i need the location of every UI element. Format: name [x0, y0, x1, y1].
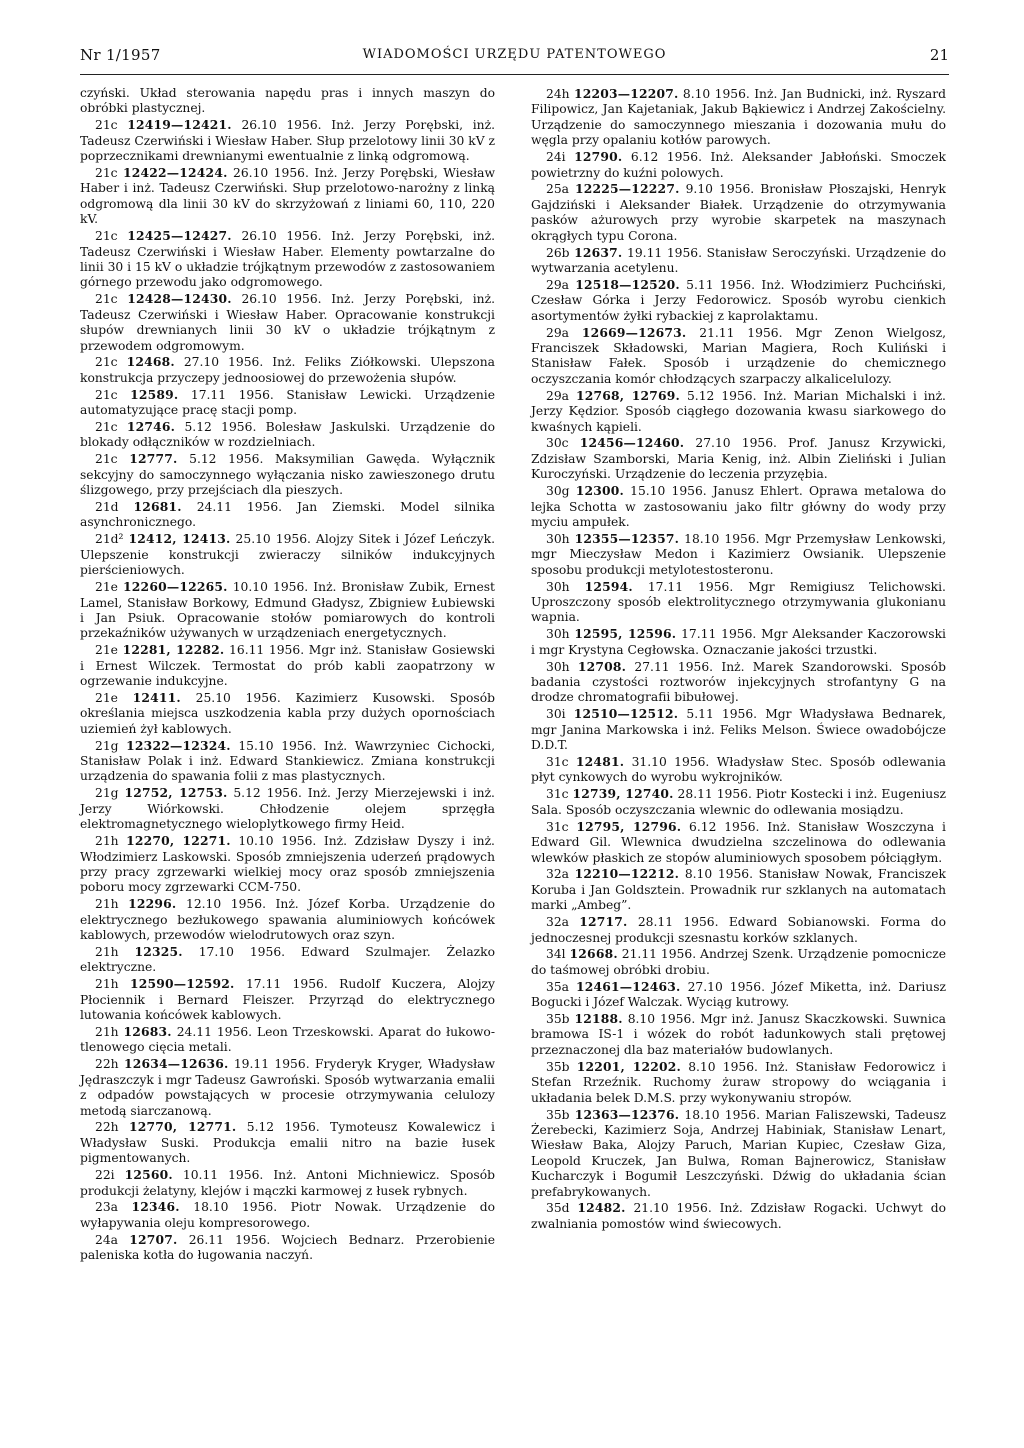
- patent-class: 30h: [546, 579, 570, 594]
- patent-entry: [531, 706, 946, 753]
- patent-description: 17.11 1956. Mgr Remigiusz Telichowski. Uproszczony sposób elektrolitycznego otrzymywania glukonianu wapnia.: [531, 579, 946, 625]
- patent-class: 24h: [546, 87, 570, 101]
- patent-number: 12468.: [126, 354, 175, 370]
- patent-number: 12210—12212.: [574, 866, 680, 882]
- patent-entry: [531, 181, 946, 244]
- patent-number: 12419—12421.: [127, 117, 232, 133]
- patent-entry: [531, 483, 946, 530]
- patent-number: 12717.: [579, 914, 628, 930]
- patent-number: 12752, 12753.: [124, 785, 228, 801]
- patent-description: 12.10 1956. Inż. Józef Korba. Urządzenie do elektrycznego bezłukowego spawania aluminiowych końcówek kablowych, przewodów wielodrutowych oraz szyn.: [80, 897, 495, 943]
- patent-class: 30h: [546, 659, 570, 674]
- patent-class: 21h: [95, 977, 119, 992]
- patent-number: 12322—12324.: [126, 737, 231, 753]
- patent-description: 25.10 1956. Kazimierz Kusowski. Sposób określania miejsca uszkodzenia kabla przy dużych opornościach uziemień żył kablowych.: [80, 690, 495, 736]
- patent-entry: [80, 785, 495, 832]
- patent-class: 21g: [95, 738, 119, 753]
- left-column: [80, 86, 495, 1264]
- patent-description: 26.10 1956. Inż. Jerzy Porębski, Wiesław Haber i inż. Tadeusz Czerwiński. Słup przelotowo-narożny z linką odgromową dla linii 30 kV do skrzyżowań z liniami 60, 110, 220 kV.: [80, 166, 495, 227]
- patent-description: 10.10 1956. Inż. Bronisław Zubik, Ernest Lamel, Stanisław Borkowy, Edmund Gładysz, Zbigniew Łubiewski i Jan Psiuk. Opracowanie stołów pomiarowych do kontroli przekaźników używanych w urządzeniach energetycznych.: [80, 580, 496, 641]
- patent-number: 12518—12520.: [575, 276, 680, 292]
- patent-entry: [80, 1167, 495, 1199]
- patent-description: 5.12 1956. Tymoteusz Kowalewicz i Władysław Suski. Produkcja emalii nitro na bazie łusek pigmentowanych.: [80, 1120, 495, 1166]
- patent-entry: [531, 819, 946, 866]
- patent-description: 18.10 1956. Mgr Przemysław Lenkowski, mgr Mieczysław Medon i Kazimierz Owsianik. Ulepszenie sposobu produkcji metylotestosteronu.: [531, 531, 946, 577]
- patent-description: 5.11 1956. Inż. Włodzimierz Puchciński, Czesław Górka i Jerzy Fedorowicz. Sposób wyrobu cienkich asortymentów żyłki rybackiej z kaprolaktamu.: [531, 277, 946, 323]
- patent-description: 27.10 1956. Józef Miketta, inż. Dariusz Bogucki i Józef Walczak. Wyciąg kutrowy.: [531, 979, 946, 1010]
- patent-class: 30g: [546, 484, 570, 499]
- patent-number: 12777.: [129, 451, 178, 467]
- patent-description: 8.10 1956. Inż. Jan Budnicki, inż. Ryszard Filipowicz, Jan Kajetaniak, Jakub Bąkiewicz i Andrzej Zakościelny. Urządzenie do samoczynnego mieszania i dozowania mułu do węgla przy opalaniu kotłów parowych.: [531, 87, 946, 148]
- patent-entry: [531, 1200, 946, 1232]
- patent-description: 19.11 1956. Fryderyk Kryger, Władysław Jędraszczyk i mgr Tadeusz Gawroński. Sposób wytwarzania emalii z odpadów powstających w procesie otrzymywania celulozy metodą siarczanową.: [80, 1057, 495, 1118]
- patent-description: 21.10 1956. Inż. Zdzisław Rogacki. Uchwyt do zwalniania pomostów wind świecowych.: [531, 1201, 946, 1231]
- patent-description: 10.10 1956. Inż. Zdzisław Dyszy i inż. Włodzimierz Laskowski. Sposób zmniejszenia uderzeń prądowych przy pracy zgrzewarki wielkiej mocy oraz sposób zmniejszenia poboru mocy zgrzewarki CCM-750.: [80, 834, 495, 895]
- patent-number: 12270, 12271.: [126, 833, 231, 849]
- patent-number: 12708.: [577, 658, 627, 674]
- patent-class: 21h: [95, 1024, 119, 1039]
- patent-class: 21g: [95, 786, 119, 801]
- patent-class: 35b: [546, 1012, 570, 1027]
- patent-description: 5.12 1956. Inż. Jerzy Mierzejewski i inż. Jerzy Wiórkowski. Chłodzenie olejem sprzęgła elektromagnetycznego wieloplytkowego firmy Heid.: [80, 786, 495, 832]
- patent-class: 22h: [95, 1057, 119, 1072]
- patent-class: 24a: [95, 1232, 118, 1247]
- patent-description: 6.12 1956. Inż. Stanisław Woszczyna i Edward Gil. Wlewnica dwudzielna szczelinowa do odlewania wlewków płaskich ze stopów aluminiowych sposobem półciągłym.: [531, 819, 946, 865]
- patent-number: 12422—12424.: [123, 165, 228, 181]
- patent-description: 15.10 1956. Janusz Ehlert. Oprawa metalowa do lejka Schotta w zastosowaniu jako filtr główny do wody przy myciu ampułek.: [531, 484, 946, 529]
- patent-description: 26.10 1956. Inż. Jerzy Porębski, inż. Tadeusz Czerwiński i Wiesław Haber. Opracowanie konstrukcji słupów drewnianych linii 30 kV o układzie trójkątnym z przewodem odgromowym.: [80, 292, 495, 353]
- patent-description: 26.11 1956. Wojciech Bednarz. Przerobienie paleniska kotła do ługowania naczyń.: [80, 1232, 495, 1263]
- patent-description: 18.10 1956. Marian Faliszewski, Tadeusz Żerebecki, Kazimierz Soja, Andrzej Habiniak, Stanisław Lenart, Wiesław Baka, Alojzy Paruch, Marian Kupiec, Czesław Giza, Leopold Kruczek, Jan Bulwa, Roman Bajnerowicz, Stanisław Kucharczyk i Bogumił Leszczyński. Dźwig do układania ścian prefabrykowanych.: [531, 1107, 946, 1199]
- patent-entry: [80, 451, 495, 498]
- patent-class: 22h: [95, 1120, 119, 1135]
- patent-number: 12770, 12771.: [128, 1119, 237, 1135]
- patent-class: 35a: [546, 979, 569, 994]
- patent-number: 12590—12592.: [129, 976, 235, 992]
- patent-description: 17.10 1956. Edward Szulmajer. Żelazko elektryczne.: [80, 944, 495, 975]
- patent-number: 12201, 12202.: [576, 1058, 681, 1074]
- patent-description: 5.12 1956. Maksymilian Gawęda. Wyłącznik sekcyjny do samoczynnego wyłączania nisko zawieszonego drutu ślizgowego, przy przejściach dla pieszych.: [80, 452, 495, 498]
- patent-number: 12456—12460.: [579, 435, 685, 451]
- patent-entry: [80, 531, 495, 578]
- patent-class: 21c: [95, 452, 118, 467]
- patent-class: 21c: [95, 387, 118, 402]
- patent-number: 12325.: [134, 943, 183, 959]
- patent-description: 9.10 1956. Bronisław Płoszajski, Henryk Gajdziński i Aleksander Białek. Urządzenie do otrzymywania pasków ażurowych przy wyrobie skarpetek na maszynach okrągłych typu Corona.: [531, 182, 946, 243]
- patent-class: 21c: [95, 118, 118, 133]
- patent-number: 12594.: [584, 578, 633, 594]
- patent-entry: [531, 277, 946, 324]
- patent-class: 34l: [546, 947, 566, 962]
- patent-class: 21c: [95, 355, 118, 370]
- patent-class: 21h: [95, 944, 119, 959]
- patent-class: 29a: [546, 277, 569, 292]
- patent-number: 12481.: [575, 754, 625, 770]
- patent-description: 17.11 1956. Mgr Aleksander Kaczorowski i mgr Krystyna Cegłowska. Oznaczanie jakości trzustki.: [531, 627, 946, 657]
- patent-number: 12428—12430.: [127, 291, 232, 307]
- patent-entry: [531, 979, 946, 1011]
- patent-class: 21h: [95, 897, 119, 912]
- patent-class: 30h: [546, 531, 570, 546]
- patent-class: 35b: [546, 1059, 570, 1074]
- patent-entry: [80, 642, 495, 689]
- patent-class: 31c: [546, 819, 569, 834]
- patent-description: czyński. Układ sterowania napędu pras i innych maszyn do obróbki plastycznej.: [80, 86, 495, 116]
- patent-description: 6.12 1956. Inż. Aleksander Jabłoński. Smoczek powietrzny do kuźni polowych.: [531, 150, 946, 180]
- patent-entry: [531, 754, 946, 786]
- patent-class: 30c: [546, 436, 569, 451]
- patent-number: 12560.: [124, 1167, 173, 1183]
- patent-class: 32a: [546, 915, 569, 930]
- patent-number: 12412, 12413.: [128, 531, 231, 547]
- patent-description: 21.11 1956. Mgr Zenon Wielgosz, Franciszek Składowski, Marian Magiera, Roch Kuliński i Stanisław Fałek. Sposób i urządzenie do chemicznego oczyszczania komór chłodzących szarpaczy alkalicelulozy.: [531, 325, 946, 386]
- issue-number: Nr 1/1957: [80, 46, 161, 64]
- patent-description: 8.10 1956. Mgr inż. Janusz Skaczkowski. Suwnica bramowa IS-1 i wózek do robót ładunkowych stali prętowej przeznaczonej dla baz materiałów budowlanych.: [531, 1012, 946, 1057]
- patent-number: 12790.: [574, 149, 623, 165]
- patent-number: 12669—12673.: [581, 324, 687, 340]
- patent-class: 21c: [95, 292, 118, 307]
- patent-entry: [531, 245, 946, 277]
- patent-number: 12203—12207.: [573, 86, 679, 101]
- patent-number: 12707.: [129, 1231, 178, 1247]
- patent-description: 28.11 1956. Edward Sobianowski. Forma do jednoczesnej produkcji szesnastu korków szklanych.: [531, 915, 946, 945]
- patent-description: 10.11 1956. Inż. Antoni Michniewicz. Sposób produkcji żelatyny, klejów i mączki karmowej z łusek rybnych.: [80, 1168, 495, 1198]
- patent-number: 12461—12463.: [576, 978, 681, 994]
- patent-class: 21c: [95, 420, 118, 435]
- patent-entry: [531, 1059, 946, 1106]
- patent-class: 30h: [546, 627, 570, 642]
- patent-description: 19.11 1956. Stanisław Seroczyński. Urządzenie do wytwarzania acetylenu.: [531, 245, 947, 275]
- patent-number: 12346.: [131, 1199, 180, 1215]
- patent-entry: [80, 690, 495, 737]
- patent-class: 22i: [95, 1168, 115, 1183]
- patent-class: 21c: [95, 229, 118, 244]
- patent-description: 16.11 1956. Mgr inż. Stanisław Gosiewski i Ernest Wilczek. Termostat do prób kabli zaopatrzony w ogrzewanie indukcyjne.: [80, 643, 495, 689]
- patent-number: 12637.: [574, 244, 623, 260]
- patent-entry: [531, 1107, 946, 1200]
- patent-number: 12188.: [574, 1011, 623, 1027]
- patent-class: 21d: [95, 500, 119, 515]
- patent-description: 24.11 1956. Leon Trzeskowski. Aparat do łukowo-tlenowego cięcia metali.: [80, 1024, 495, 1055]
- patent-number: 12296.: [128, 896, 177, 912]
- patent-class: 26b: [546, 245, 570, 260]
- patent-entry: [80, 86, 495, 117]
- patent-class: 21e: [95, 690, 118, 705]
- patent-number: 12795, 12796.: [576, 818, 682, 834]
- patent-description: 27.11 1956. Inż. Marek Szandorowski. Sposób badania czystości roztworów injekcyjnych strofantyny G na drodze chromatografii bibułowej.: [531, 659, 946, 705]
- journal-title: WIADOMOŚCI URZĘDU PATENTOWEGO: [362, 47, 667, 62]
- patent-description: 27.10 1956. Inż. Feliks Ziółkowski. Ulepszona konstrukcja przyczepy jednoosiowej do przewożenia słupów.: [80, 355, 495, 385]
- patent-description: 5.12 1956. Bolesław Jaskulski. Urządzenie do blokady odłączników w rozdzielniach.: [80, 420, 495, 450]
- patent-class: 25a: [546, 182, 569, 197]
- patent-description: 5.11 1956. Mgr Władysława Bednarek, mgr Janina Markowska i inż. Feliks Melson. Świece owadobójcze D.D.T.: [531, 707, 946, 753]
- patent-entry: [531, 86, 946, 149]
- patent-entry: [531, 149, 946, 181]
- patent-entry: [531, 626, 946, 658]
- patent-class: 31c: [546, 787, 569, 802]
- patent-class: 29a: [546, 325, 569, 340]
- patent-entry: [80, 833, 495, 896]
- patent-entry: [531, 388, 946, 435]
- patent-class: 35b: [546, 1107, 570, 1122]
- patent-entry: [80, 896, 495, 943]
- patent-description: 8.10 1956. Stanisław Nowak, Franciszek Koruba i Jan Goldsztein. Prowadnik rur szklanych na automatach marki „Ambeg”.: [531, 867, 946, 913]
- page-header: [80, 44, 949, 75]
- patent-entry: [531, 866, 946, 913]
- patent-number: 12589.: [130, 386, 179, 402]
- patent-number: 12683.: [123, 1023, 172, 1039]
- patent-description: 21.11 1956. Andrzej Szenk. Urządzenie pomocnicze do taśmowej obróbki drobiu.: [531, 947, 946, 977]
- patent-class: 32a: [546, 867, 569, 882]
- patent-number: 12411.: [132, 689, 181, 705]
- patent-entry: [80, 291, 495, 354]
- patent-entry: [80, 419, 495, 451]
- patent-class: 35d: [546, 1201, 570, 1216]
- patent-entry: [80, 1199, 495, 1231]
- patent-number: 12355—12357.: [574, 530, 680, 546]
- patent-class: 23a: [95, 1200, 118, 1215]
- patent-number: 12739, 12740.: [572, 786, 674, 802]
- right-column: [531, 86, 946, 1233]
- patent-entry: [531, 914, 946, 946]
- patent-class: 21d²: [95, 532, 124, 547]
- patent-class: 21h: [95, 834, 119, 849]
- patent-entry: [80, 499, 495, 531]
- patent-entry: [80, 944, 495, 976]
- patent-entry: [80, 976, 495, 1023]
- patent-entry: [80, 1024, 495, 1056]
- patent-description: 17.11 1956. Stanisław Lewicki. Urządzenie automatyzujące pracę stacji pomp.: [80, 387, 495, 418]
- patent-number: 12225—12227.: [575, 181, 680, 197]
- patent-number: 12363—12376.: [574, 1106, 680, 1122]
- patent-description: 28.11 1956. Piotr Kostecki i inż. Eugeniusz Sala. Sposób oczyszczania wlewnic do odlewania mosiądzu.: [531, 787, 946, 817]
- patent-class: 21e: [95, 643, 118, 658]
- patent-number: 12768, 12769.: [575, 387, 681, 403]
- patent-entry: [531, 946, 946, 978]
- page-number: 21: [929, 46, 949, 64]
- patent-number: 12482.: [577, 1200, 626, 1216]
- patent-description: 26.10 1956. Inż. Jerzy Porębski, inż. Tadeusz Czerwiński i Wiesław Haber. Elementy powtarzalne do linii 30 i 15 kV o układzie trójkątnym przewodów z zastosowaniem górnego przewodu jako odgromowego.: [80, 229, 495, 290]
- patent-entry: [531, 1011, 946, 1058]
- patent-description: 17.11 1956. Rudolf Kuczera, Alojzy Płociennik i Bernard Fleiszer. Przyrząd do elektrycznego lutowania końcówek kablowych.: [80, 977, 495, 1023]
- patent-entry: [531, 786, 946, 818]
- patent-number: 12425—12427.: [127, 228, 232, 244]
- patent-description: 5.12 1956. Inż. Marian Michalski i inż. Jerzy Kędzior. Sposób ciągłego dozowania kwasu siarkowego do kwaśnych kąpieli.: [531, 388, 946, 434]
- patent-entry: [531, 531, 946, 578]
- patent-number: 12681.: [133, 499, 182, 515]
- patent-class: 21e: [95, 580, 118, 595]
- patent-description: 27.10 1956. Prof. Janusz Krzywicki, Zdzisław Szamborski, Maria Kenig, inż. Albin Zieliński i Julian Kuroczyński. Urządzenie do leczenia przyzębia.: [531, 436, 946, 482]
- patent-entry: [80, 1232, 495, 1264]
- patent-entry: [531, 435, 946, 482]
- patent-entry: [80, 1056, 495, 1119]
- patent-class: 24i: [546, 150, 566, 165]
- patent-class: 31c: [546, 755, 569, 770]
- patent-entry: [80, 354, 495, 386]
- patent-entry: [80, 579, 495, 642]
- patent-number: 12281, 12282.: [122, 642, 225, 658]
- patent-entry: [531, 579, 946, 626]
- patent-entry: [80, 117, 495, 164]
- patent-entry: [80, 165, 495, 228]
- patent-class: 29a: [546, 388, 569, 403]
- patent-class: 21c: [95, 166, 118, 181]
- patent-number: 12260—12265.: [123, 579, 228, 595]
- patent-entry: [80, 738, 495, 785]
- patent-number: 12746.: [126, 419, 176, 435]
- patent-description: 26.10 1956. Inż. Jerzy Porębski, inż. Tadeusz Czerwiński i Wiesław Haber. Słup przelotowy linii 30 kV z poprzecznikami drewnianymi ewentualnie z linką odgromową.: [80, 118, 495, 164]
- patent-number: 12668.: [569, 946, 618, 962]
- patent-description: 25.10 1956. Alojzy Sitek i Józef Leńczyk. Ulepszenie konstrukcji zwieraczy silników indukcyjnych pierścieniowych.: [80, 532, 495, 578]
- patent-description: 24.11 1956. Jan Ziemski. Model silnika asynchronicznego.: [80, 500, 495, 530]
- patent-entry: [531, 659, 946, 706]
- patent-entry: [531, 325, 946, 388]
- patent-entry: [80, 387, 495, 419]
- patent-description: 31.10 1956. Władysław Stec. Sposób odlewania płyt cynkowych do wyrobu wykrojników.: [531, 755, 946, 785]
- patent-entry: [80, 228, 495, 291]
- patent-description: 8.10 1956. Inż. Stanisław Fedorowicz i Stefan Rrzeźnik. Ruchomy żuraw stropowy do wciągania i układania belek D.M.S. przy wykonywaniu stropów.: [531, 1059, 946, 1105]
- patent-number: 12634—12636.: [123, 1056, 229, 1072]
- patent-number: 12595, 12596.: [574, 626, 677, 642]
- patent-description: 15.10 1956. Inż. Wawrzyniec Cichocki, Stanisław Polak i inż. Edward Stankiewicz. Zmiana konstrukcji urządzenia do spawania folii z mas plastycznych.: [80, 738, 495, 784]
- patent-number: 12300.: [575, 483, 624, 499]
- patent-description: 18.10 1956. Piotr Nowak. Urządzenie do wyłapywania oleju kompresorowego.: [80, 1200, 495, 1230]
- patent-number: 12510—12512.: [573, 706, 679, 722]
- patent-entry: [80, 1119, 495, 1166]
- patent-class: 30i: [546, 707, 566, 722]
